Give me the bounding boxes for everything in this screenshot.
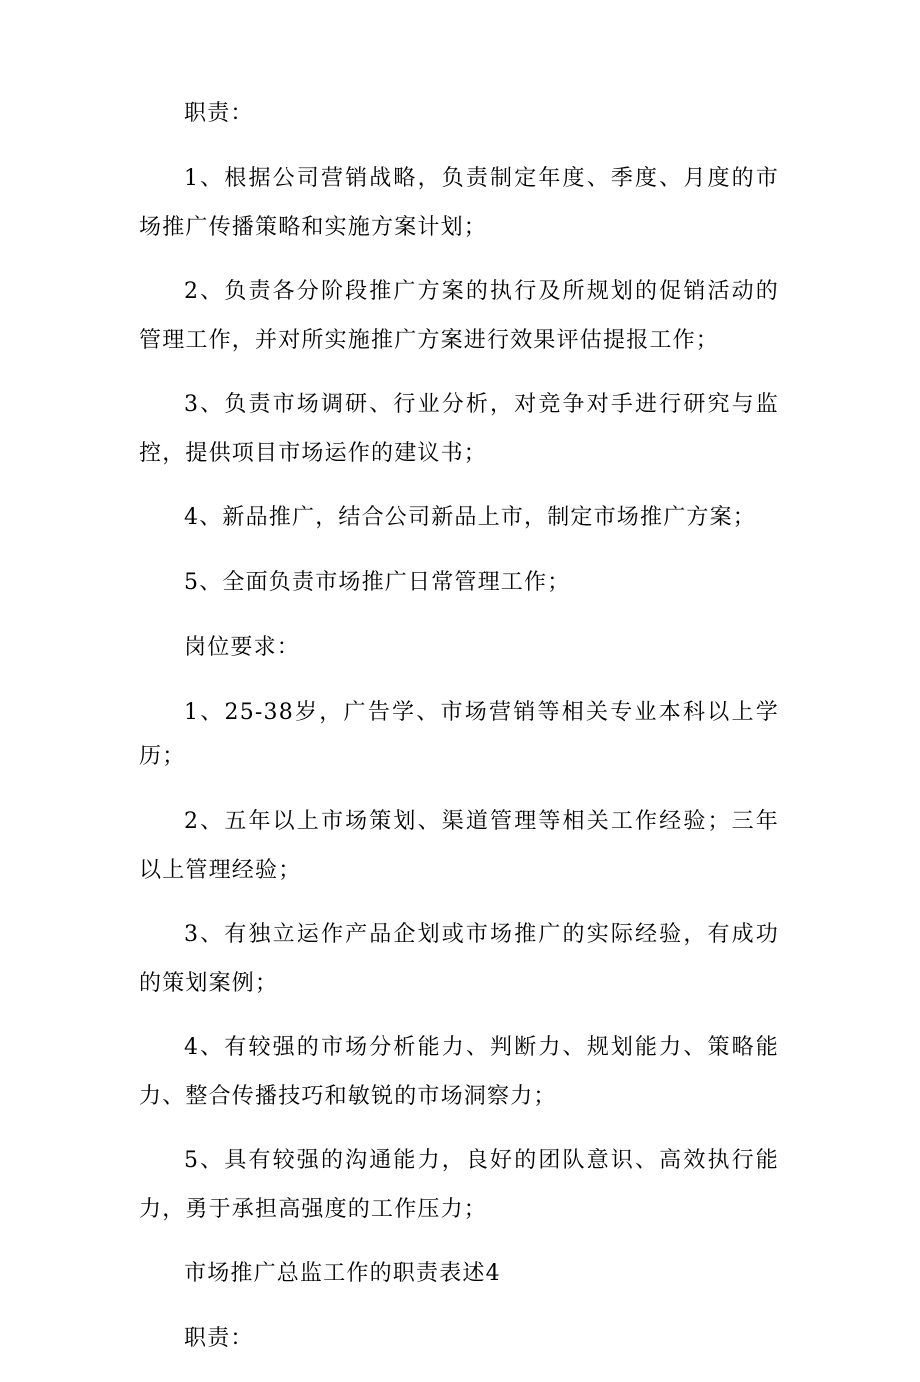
duty-item-2: 2、负责各分阶段推广方案的执行及所规划的促销活动的管理工作，并对所实施推广方案进行效果评估提报工作； xyxy=(139,279,779,353)
section-heading-requirements: 岗位要求： xyxy=(184,635,301,660)
requirement-item-4: 4、有较强的市场分析能力、判断力、规划能力、策略能力、整合传播技巧和敏锐的市场洞察力； xyxy=(139,1035,779,1109)
duty-item-1: 1、根据公司营销战略，负责制定年度、季度、月度的市场推广传播策略和实施方案计划； xyxy=(139,166,779,240)
document-body xyxy=(139,92,779,1382)
duty-item-5: 5、全面负责市场推广日常管理工作； xyxy=(184,570,571,595)
requirement-item-5: 5、具有较强的沟通能力，良好的团队意识、高效执行能力，勇于承担高强度的工作压力； xyxy=(139,1148,779,1222)
requirement-item-2: 2、五年以上市场策划、渠道管理等相关工作经验；三年以上管理经验； xyxy=(139,809,779,883)
duty-item-4: 4、新品推广，结合公司新品上市，制定市场推广方案； xyxy=(184,505,756,530)
requirement-item-3: 3、有独立运作产品企划或市场推广的实际经验，有成功的策划案例； xyxy=(139,922,779,996)
section-heading-duties-2: 职责： xyxy=(184,1326,254,1351)
section-title-4: 市场推广总监工作的职责表述4 xyxy=(184,1261,501,1286)
requirement-item-1: 1、25-38岁，广告学、市场营销等相关专业本科以上学历； xyxy=(139,700,779,769)
section-heading-duties: 职责： xyxy=(184,101,254,126)
duty-item-3: 3、负责市场调研、行业分析，对竞争对手进行研究与监控，提供项目市场运作的建议书； xyxy=(139,392,779,466)
